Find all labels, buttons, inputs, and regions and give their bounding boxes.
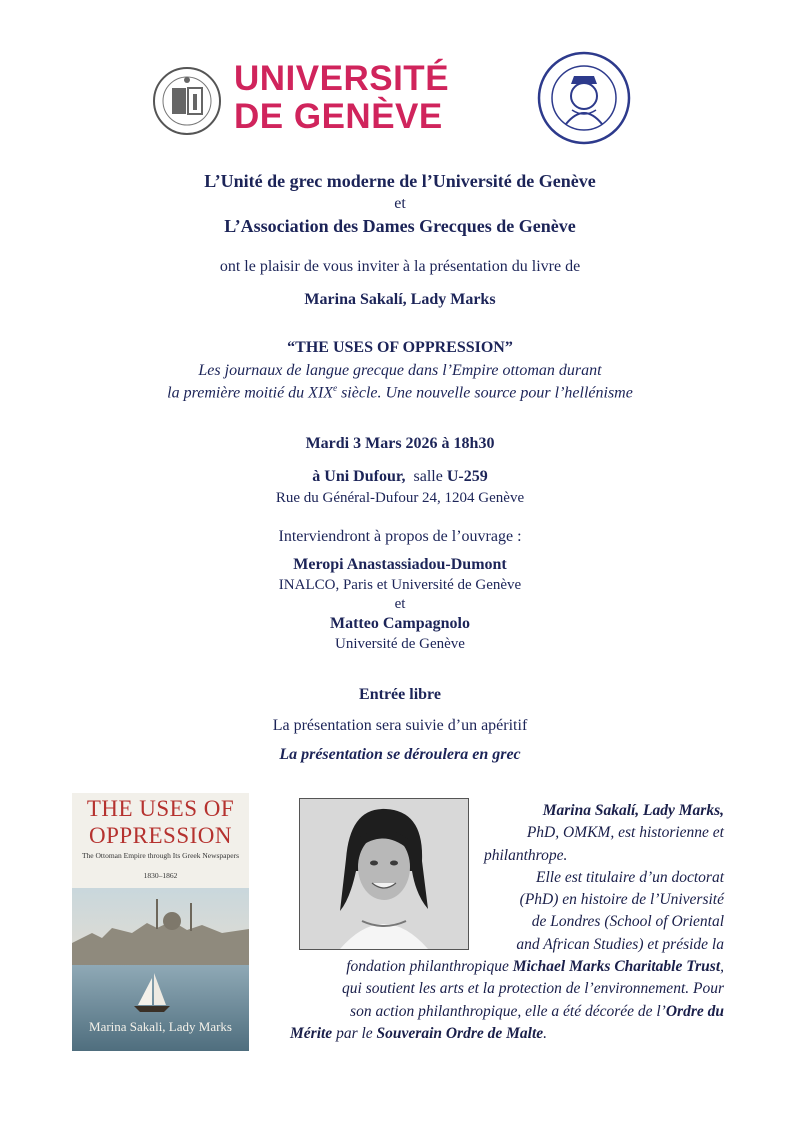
book-subtitle-line1: Les journaux de langue grecque dans l’Empire ottoman durant	[198, 362, 602, 379]
speaker-2-name: Matteo Campagnolo	[330, 615, 470, 632]
organizer-1: L’Unité de grec moderne de l’Université de Genève	[204, 171, 596, 191]
cover-subtitle: The Ottoman Empire through Its Greek Newspapers	[81, 851, 240, 860]
speakers-intro: Interviendront à propos de l’ouvrage :	[278, 528, 522, 545]
speaker-1-name: Meropi Anastassiadou-Dumont	[293, 556, 507, 573]
book-subtitle-line2: la première moitié du XIXe siècle. Une nouvelle source pour l’hellénisme	[167, 383, 633, 402]
university-seal-logo	[152, 66, 222, 136]
organizers-conjunction: et	[394, 195, 406, 212]
university-logo-wordmark: UNIVERSITÉ DE GENÈVE	[234, 59, 450, 136]
event-address: Rue du Général-Dufour 24, 1204 Genève	[275, 490, 525, 506]
event-date: Mardi 3 Mars 2026 à 18h30	[305, 435, 495, 452]
speaker-2-affiliation: Université de Genève	[335, 636, 465, 652]
language-note: La présentation se déroulera en grec	[279, 746, 521, 763]
entry-free: Entrée libre	[359, 686, 441, 703]
author-bio-top: Marina Sakalí, Lady Marks, PhD, OMKM, est historienne et philanthrope. Elle est titulaire d’un doctorat (PhD) en histoire de l’Université de Londres (School of Oriental and African Studies) et préside la	[484, 802, 724, 953]
book-cover-image	[72, 793, 249, 1051]
invitation-text: ont le plaisir de vous inviter à la présentation du livre de	[219, 258, 581, 275]
reception-note: La présentation sera suivie d’un apéritif	[272, 717, 528, 734]
author-portrait-photo	[299, 798, 469, 950]
author-bio-bottom: fondation philanthropique Michael Marks Charitable Trust, qui soutient les arts et la protection de l’environnement. Pour son action philanthropique, elle a été décorée de l’Ordre du Mérite par le Souverain Ordre de Malte.	[290, 958, 724, 1042]
speaker-1-affiliation: INALCO, Paris et Université de Genève	[278, 577, 522, 593]
book-title: “THE USES OF OPPRESSION”	[287, 339, 513, 356]
event-venue: à Uni Dufour, salle U-259	[312, 468, 488, 485]
organizer-2: L’Association des Dames Grecques de Genève	[224, 216, 576, 236]
cover-dates: 1830–1862	[143, 871, 178, 880]
cover-title: THE USES OF OPPRESSION	[86, 796, 235, 848]
association-seal-logo	[536, 50, 632, 146]
cover-author: Marina Sakali, Lady Marks	[89, 1019, 232, 1034]
speakers-conjunction: et	[394, 596, 406, 612]
book-author: Marina Sakalí, Lady Marks	[304, 291, 496, 308]
